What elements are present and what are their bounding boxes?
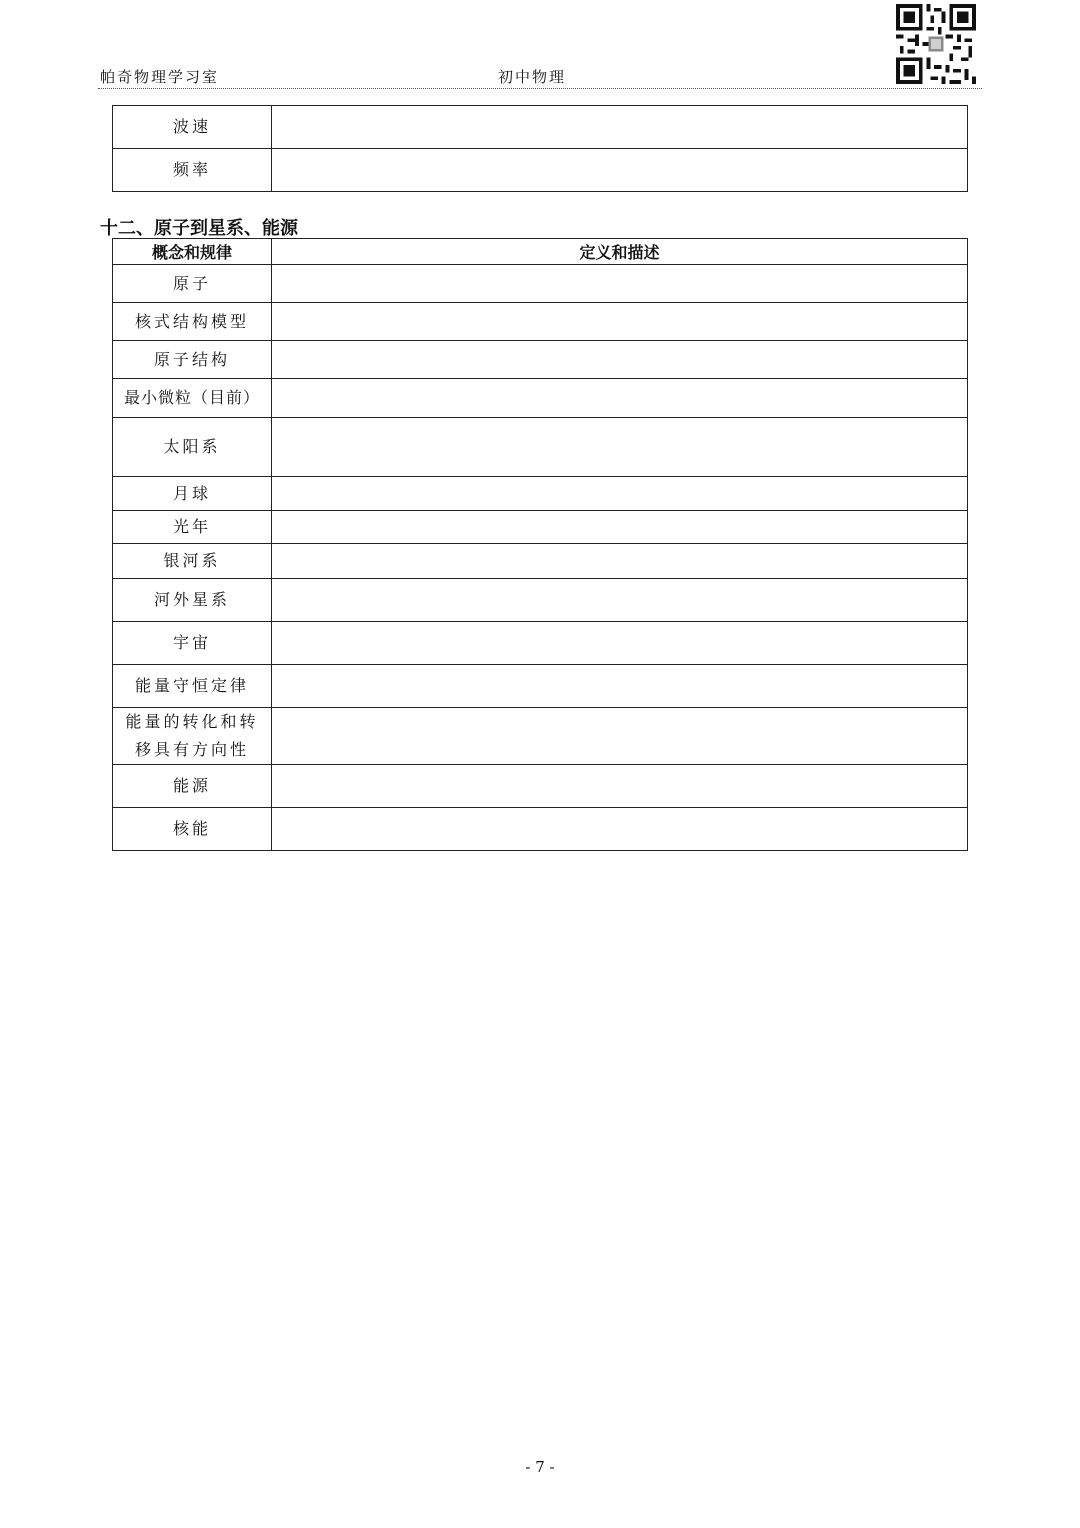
header-divider (98, 88, 982, 89)
definition-cell (272, 341, 968, 379)
table-row (113, 511, 968, 544)
concept-table (112, 238, 968, 851)
table-row (113, 622, 968, 665)
definition-cell (272, 765, 968, 808)
table-row (113, 544, 968, 579)
row-label: 核能 (113, 808, 272, 851)
row-label: 最小微粒（目前） (113, 379, 272, 418)
row-label: 银河系 (113, 544, 272, 579)
header-left-title: 帕奇物理学习室 (100, 68, 220, 86)
table-row (113, 149, 968, 192)
row-label: 频率 (113, 149, 272, 192)
table-row (113, 477, 968, 511)
definition-cell (272, 511, 968, 544)
definition-cell (272, 544, 968, 579)
definition-cell (272, 265, 968, 303)
table-row (113, 341, 968, 379)
table-row (113, 708, 968, 765)
row-label: 河外星系 (113, 579, 272, 622)
table-row (113, 665, 968, 708)
row-label: 能量的转化和转移具有方向性 (113, 708, 272, 765)
definition-cell (272, 303, 968, 341)
definition-cell (272, 579, 968, 622)
header-center-title: 初中物理 (498, 68, 567, 86)
table-row (113, 808, 968, 851)
column-header-definition: 定义和描述 (272, 239, 968, 265)
column-header-concept: 概念和规律 (113, 239, 272, 265)
page-number: - 7 - (525, 1458, 555, 1476)
table-header-row (113, 239, 968, 265)
definition-cell (272, 622, 968, 665)
table-row (113, 765, 968, 808)
definition-cell (272, 477, 968, 511)
row-label: 能源 (113, 765, 272, 808)
table-row (113, 379, 968, 418)
row-label: 核式结构模型 (113, 303, 272, 341)
table-row (113, 106, 968, 149)
qr-code-icon (896, 4, 976, 84)
definition-cell (272, 808, 968, 851)
definition-cell (272, 379, 968, 418)
table-row (113, 265, 968, 303)
row-label: 能量守恒定律 (113, 665, 272, 708)
top-table (112, 105, 968, 192)
row-label: 宇宙 (113, 622, 272, 665)
row-label: 光年 (113, 511, 272, 544)
table-row (113, 579, 968, 622)
row-label: 波速 (113, 106, 272, 149)
row-label: 月球 (113, 477, 272, 511)
definition-cell (272, 708, 968, 765)
row-label: 原子结构 (113, 341, 272, 379)
definition-cell (272, 149, 968, 192)
table-row (113, 418, 968, 477)
table-row (113, 303, 968, 341)
definition-cell (272, 106, 968, 149)
definition-cell (272, 418, 968, 477)
section-title: 十二、原子到星系、能源 (100, 218, 298, 239)
row-label: 太阳系 (113, 418, 272, 477)
definition-cell (272, 665, 968, 708)
row-label: 原子 (113, 265, 272, 303)
